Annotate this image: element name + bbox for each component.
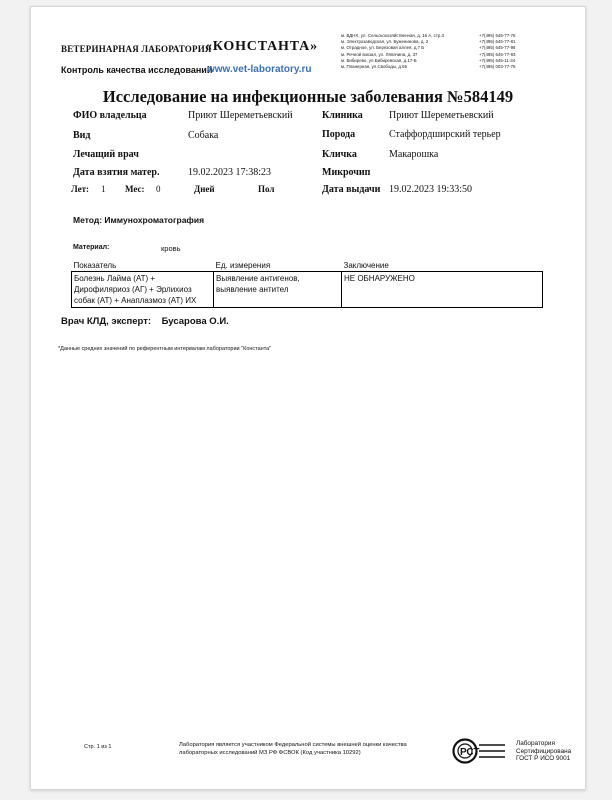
lab-name: ВЕТЕРИНАРНАЯ ЛАБОРАТОРИЯ	[61, 44, 212, 54]
material-value: кровь	[161, 244, 181, 253]
microchip-label: Микрочип	[322, 167, 371, 178]
column-header-unit: Ед. измерения	[214, 260, 342, 272]
sex-label: Пол	[258, 184, 275, 194]
phone-line: +7(495) 645-11-34	[479, 57, 516, 63]
fsvok-line: Лаборатория является участником Федеральной системы внешней оценки качества	[179, 742, 407, 748]
cert-logo-mark: РСТ	[460, 747, 480, 758]
address-line: м. Отрадное, ул. Березовая аллея, д.7 Б	[341, 45, 425, 51]
phone-line: +7(495) 645-77-81	[479, 39, 516, 45]
method-line: Метод: Иммунохроматография	[73, 215, 205, 225]
nickname-value: Макарошка	[389, 149, 439, 160]
days-label: Дней	[194, 184, 215, 194]
cert-line: Лаборатория	[516, 740, 555, 747]
cert-line: Сертифицирована	[516, 747, 572, 755]
phone-line: +7(495) 645-77-98	[479, 45, 516, 51]
months-label: Мес:	[125, 184, 145, 194]
certification-logo	[451, 736, 507, 766]
indicator-cell: Болезнь Лайма (АТ) + Дирофиляриоз (АГ) + Эрлихиоз собак (АТ) + Анаплазмоз (АТ) ИХ	[72, 272, 214, 308]
address-line: м. Электрозаводская, ул. Буженинова, д. 2	[341, 39, 429, 45]
lab-subtitle: Контроль качества исследований	[61, 65, 213, 75]
table-header-row	[72, 260, 543, 272]
clinic-value: Приют Шереметьевский	[389, 110, 494, 121]
species-value: Собака	[188, 130, 219, 141]
years-value: 1	[101, 184, 106, 194]
doctor-signature: Врач КЛД, эксперт: Бусарова О.И.	[61, 316, 229, 327]
material-label: Материал:	[73, 244, 110, 251]
breed-value: Стаффордширский терьер	[389, 129, 501, 140]
address-line: м. Речной вокзал, ул. Ляпачина, д. 37	[341, 51, 418, 57]
conclusion-cell: НЕ ОБНАРУЖЕНО	[342, 272, 543, 308]
report-title: Исследование на инфекционные заболевания №584149	[102, 87, 514, 106]
clinic-label: Клиника	[322, 110, 363, 121]
report-page	[30, 6, 586, 790]
reference-footnote: *Данные средних значений по референтным интервалам лаборатории "Константа"	[58, 346, 272, 352]
lab-brand: «КОНСТАНТА»	[205, 39, 318, 54]
species-label: Вид	[73, 130, 91, 141]
phone-list	[479, 33, 516, 70]
nickname-label: Кличка	[322, 149, 357, 160]
address-line: м. ВДНХ, ул. Сельскохозяйственная, д. 16 А, стр.3	[341, 33, 444, 38]
table-row	[72, 272, 543, 308]
phone-line: +7(495) 645-77-93	[479, 51, 516, 57]
address-line: м. Планерная, ул.Свободы, д.65	[341, 64, 408, 70]
certification-text	[516, 740, 571, 763]
address-list	[341, 33, 444, 70]
cert-line: ГОСТ Р ИСО 9001	[516, 755, 571, 763]
owner-label: ФИО владельца	[73, 110, 147, 121]
date-taken-value: 19.02.2023 17:38:23	[188, 167, 272, 178]
issue-date-value: 19.02.2023 19:33:50	[389, 184, 473, 195]
years-label: Лет:	[71, 184, 90, 194]
fsvok-notice	[179, 741, 407, 757]
lab-website-link[interactable]: www.vet-laboratory.ru	[207, 64, 312, 75]
attending-doctor-label: Лечащий врач	[73, 149, 139, 160]
column-header-indicator: Показатель	[72, 260, 214, 272]
breed-label: Порода	[322, 129, 356, 140]
owner-value: Приют Шереметьевский	[188, 110, 293, 121]
page-number: Стр. 1 из 1	[84, 744, 112, 750]
date-taken-label: Дата взятия матер.	[73, 167, 160, 178]
issue-date-label: Дата выдачи	[322, 184, 381, 195]
fsvok-line: лабораторных исследований МЗ РФ ФСВОК (Код участника 10292)	[179, 750, 361, 756]
months-value: 0	[156, 184, 161, 194]
address-line: м. Бибирево, ул.Бибиревская, д.17-Б	[341, 57, 417, 63]
phone-line: +7(495) 003-77-75	[479, 64, 516, 70]
column-header-conclusion: Заключение	[342, 260, 543, 272]
results-table	[71, 260, 543, 308]
unit-cell: Выявление антигенов, выявление антител	[214, 272, 342, 308]
phone-line: +7(495) 645-77-76	[479, 33, 516, 38]
